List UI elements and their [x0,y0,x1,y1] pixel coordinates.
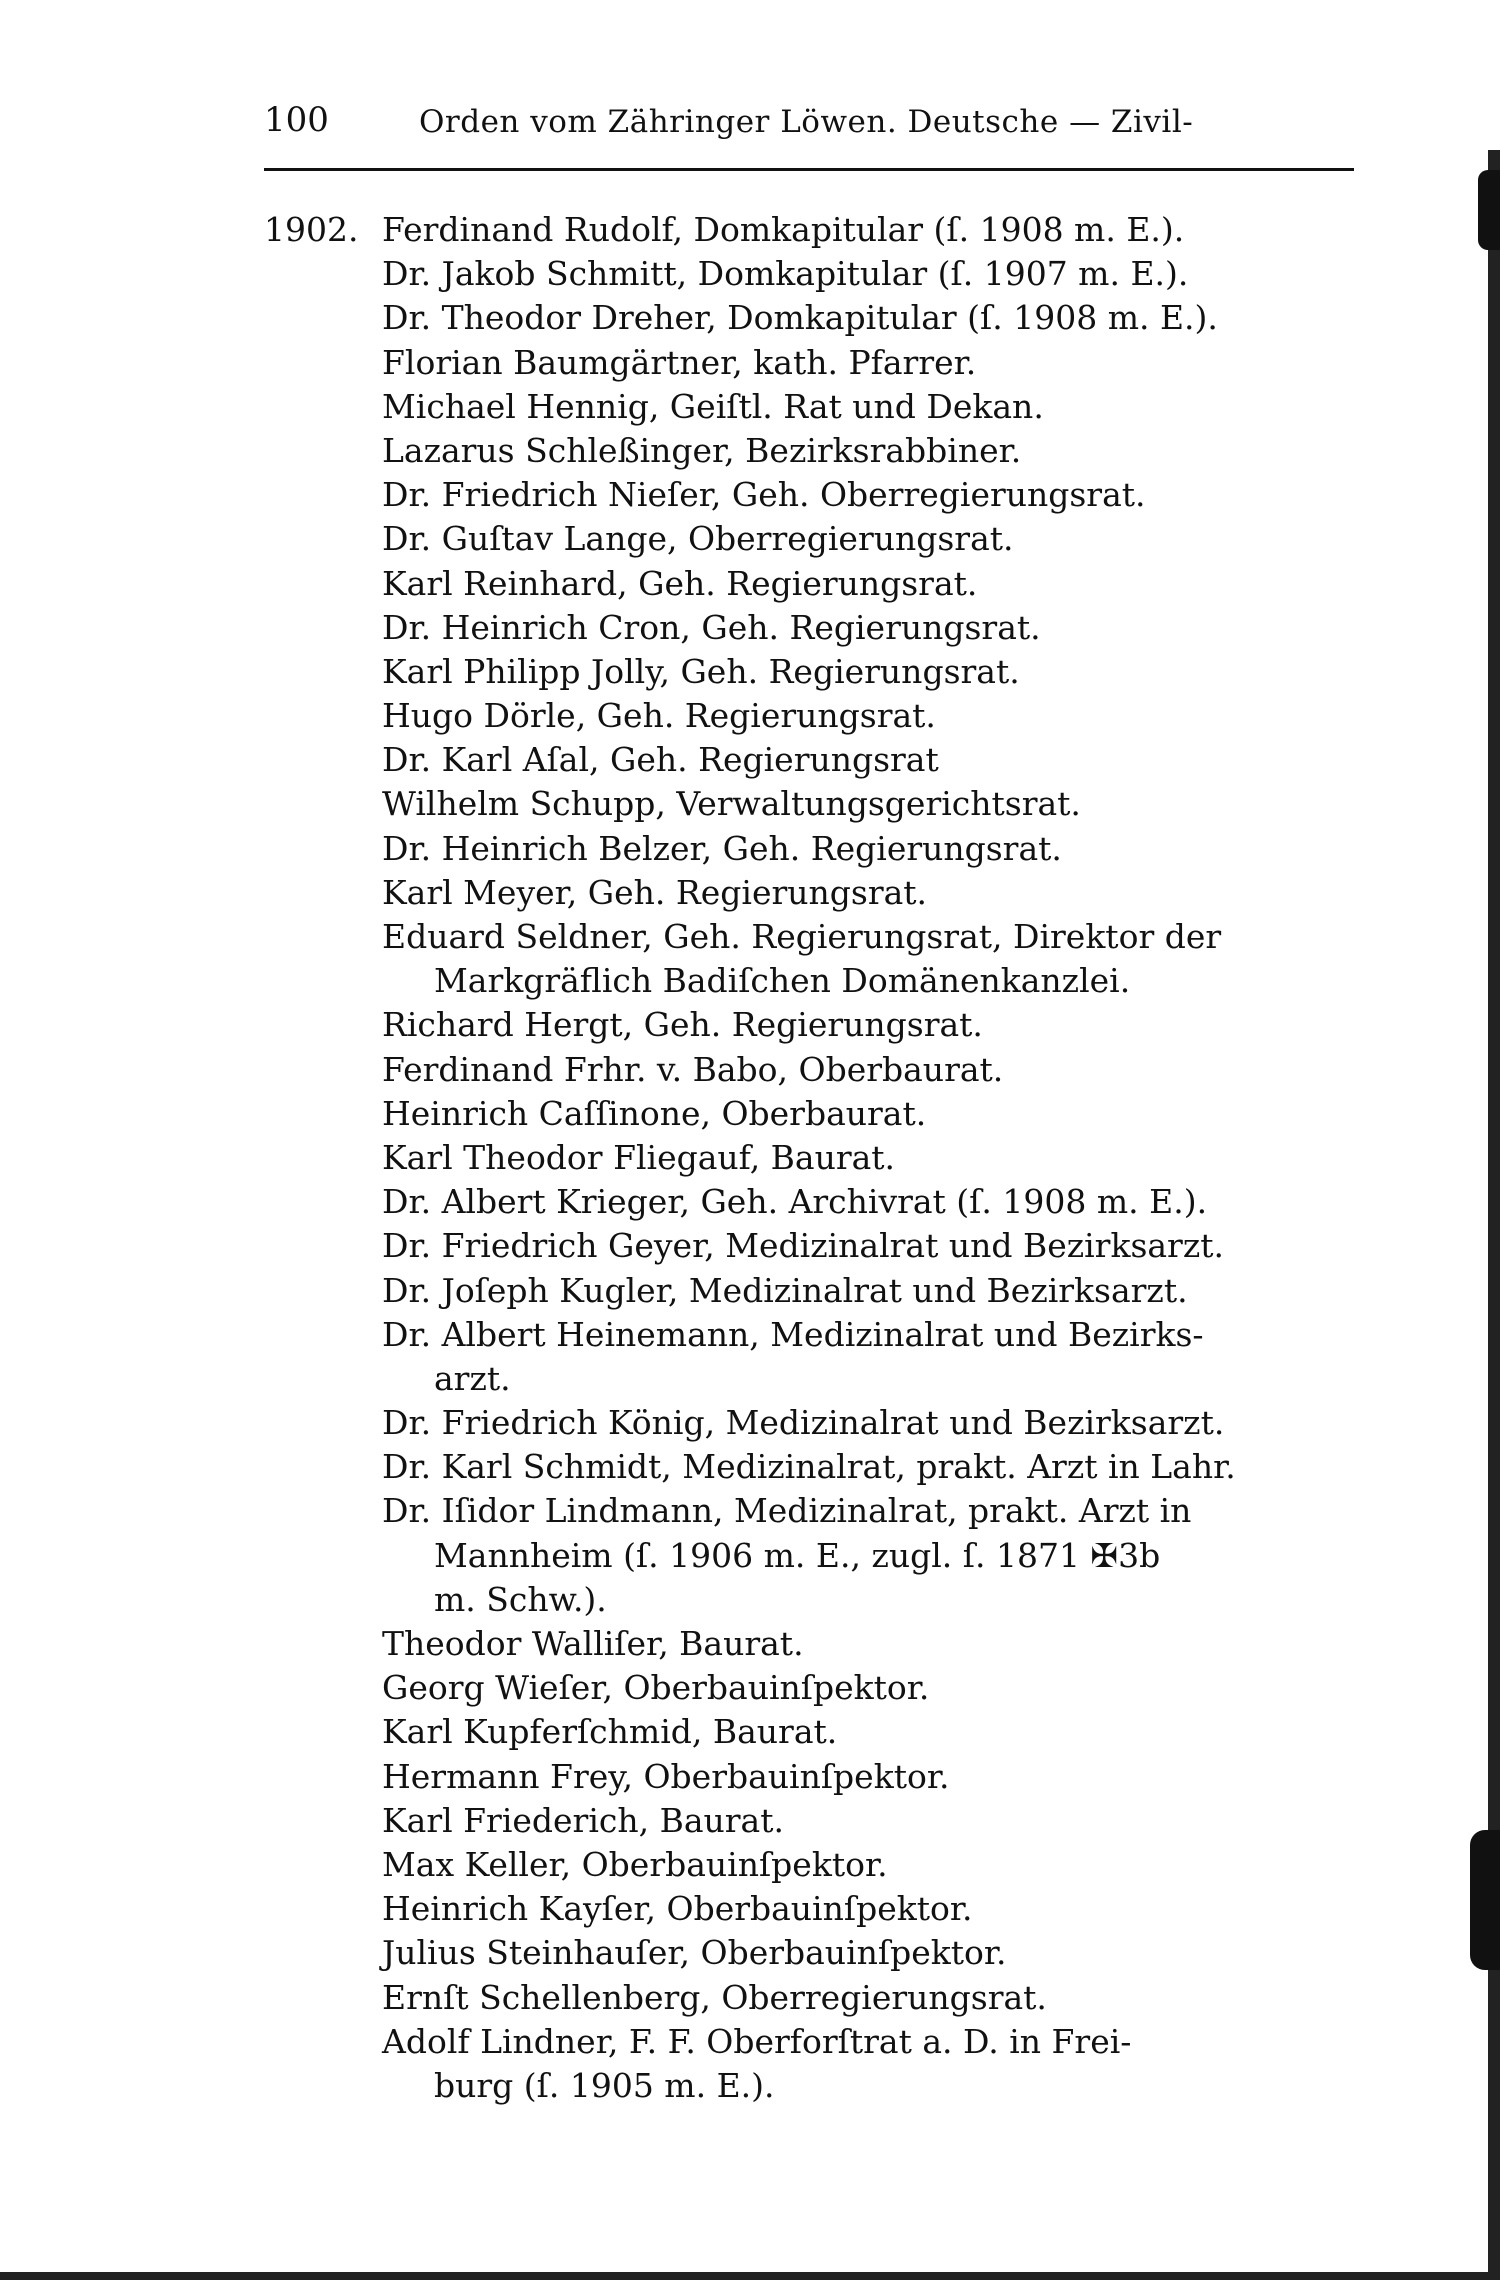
list-item [264,1710,1354,1754]
entry-text: burg (ſ. 1905 m. E.). [434,2065,775,2105]
entry-text: Dr. Karl Aſal, Geh. Regierungsrat [382,740,939,780]
entry-text: Ferdinand Rudolf, Domkapitular (ſ. 1908 m. E.). [382,210,1185,249]
list-item [264,1180,1354,1224]
entry-text: Dr. Guſtav Lange, Oberregierungsrat. [382,519,1014,559]
year-label: 1902. [264,210,359,249]
entry-text: Dr. Friedrich Geyer, Medizinalrat und Bezirksarzt. [382,1226,1224,1266]
list-item [264,1976,1354,2020]
header-rule [264,168,1354,171]
list-item [264,1799,1354,1843]
list-item [264,341,1354,385]
list-item [264,871,1354,915]
list-item [264,252,1354,296]
list-item [264,1048,1354,1092]
entry-text: Dr. Joſeph Kugler, Medizinalrat und Bezirksarzt. [382,1270,1188,1310]
entry-text: Dr. Albert Heinemann, Medizinalrat und Bezirks- [382,1314,1204,1354]
entry-text: Lazarus Schleßinger, Bezirksrabbiner. [382,430,1022,470]
entry-text: Eduard Seldner, Geh. Regierungsrat, Direktor der [382,917,1222,956]
list-item [264,827,1354,871]
entry-text: Karl Philipp Jolly, Geh. Regierungsrat. [382,651,1020,691]
running-title: Orden vom Zähringer Löwen. Deutsche — Zivil- [419,104,1194,140]
scan-blot [1478,170,1500,250]
entry-text: Dr. Theodor Dreher, Domkapitular (ſ. 1908 m. E.). [382,298,1218,338]
entry-text: Max Keller, Oberbauinſpektor. [382,1844,888,1884]
list-item [264,1666,1354,1710]
list-item-continuation [264,1578,1354,1622]
scan-blot [1470,1830,1500,1970]
list-item-continuation [264,2064,1354,2108]
list-item [264,915,1354,959]
entry-text: Karl Kupferſchmid, Baurat. [382,1712,838,1752]
entry-text: arzt. [434,1358,511,1398]
list-item [264,385,1354,429]
list-item [264,1887,1354,1931]
list-item [264,429,1354,473]
entry-text: Ferdinand Frhr. v. Babo, Oberbaurat. [382,1049,1004,1089]
entry-text: Ernſt Schellenberg, Oberregierungsrat. [382,1977,1047,2017]
list-item [264,1622,1354,1666]
list-item [264,208,1354,252]
entry-text: Hugo Dörle, Geh. Regierungsrat. [382,696,936,736]
list-item [264,1931,1354,1975]
entry-text: Mannheim (ſ. 1906 m. E., zugl. ſ. 1871 ✠3b [434,1535,1161,1575]
list-item [264,1445,1354,1489]
list-item [264,296,1354,340]
list-item [264,1313,1354,1357]
list-item [264,562,1354,606]
entry-text: Karl Friederich, Baurat. [382,1800,784,1840]
list-item-continuation [264,959,1354,1003]
list-item [264,517,1354,561]
scan-edge-bottom [0,2272,1500,2280]
page-number: 100 [264,100,329,140]
entry-text: Dr. Friedrich König, Medizinalrat und Bezirksarzt. [382,1403,1225,1443]
entry-text: Georg Wieſer, Oberbauinſpektor. [382,1668,930,1708]
entry-text: Karl Meyer, Geh. Regierungsrat. [382,872,928,912]
entry-text: Adolf Lindner, F. F. Oberforſtrat a. D. in Frei- [382,2021,1132,2061]
entry-text: Karl Reinhard, Geh. Regierungsrat. [382,563,978,603]
list-item [264,1843,1354,1887]
entry-text: Karl Theodor Fliegauf, Baurat. [382,1137,896,1177]
entry-text: Theodor Walliſer, Baurat. [382,1624,804,1663]
entry-text: Richard Hergt, Geh. Regierungsrat. [382,1005,983,1045]
entry-text: Dr. Albert Krieger, Geh. Archivrat (ſ. 1908 m. E.). [382,1182,1208,1222]
list-item [264,782,1354,826]
entry-text: Dr. Heinrich Cron, Geh. Regierungsrat. [382,607,1041,647]
entry-text: Dr. Karl Schmidt, Medizinalrat, prakt. Arzt in Lahr. [382,1447,1236,1487]
list-item [264,694,1354,738]
list-item-continuation [264,1534,1354,1578]
list-item [264,606,1354,650]
list-item-continuation [264,1357,1354,1401]
entry-text: m. Schw.). [434,1579,607,1619]
entry-text: Florian Baumgärtner, kath. Pfarrer. [382,342,977,382]
entry-text: Dr. Friedrich Nieſer, Geh. Oberregierungsrat. [382,475,1146,515]
entry-text: Heinrich Caſſinone, Oberbaurat. [382,1093,927,1133]
list-item [264,1401,1354,1445]
entry-text: Markgräflich Badiſchen Domänenkanzlei. [434,961,1131,1001]
list-item [264,1489,1354,1533]
list-item [264,738,1354,782]
entry-text: Michael Hennig, Geiſtl. Rat und Dekan. [382,386,1044,426]
list-item [264,1224,1354,1268]
entry-text: Dr. Iſidor Lindmann, Medizinalrat, prakt. Arzt in [382,1491,1192,1531]
list-item [264,1003,1354,1047]
entry-text: Hermann Frey, Oberbauinſpektor. [382,1756,950,1796]
entry-text: Wilhelm Schupp, Verwaltungsgerichtsrat. [382,784,1081,824]
list-of-recipients [264,208,1354,2108]
entry-text: Dr. Jakob Schmitt, Domkapitular (ſ. 1907 m. E.). [382,254,1189,294]
list-item [264,650,1354,694]
list-item [264,1136,1354,1180]
list-item [264,1092,1354,1136]
entry-text: Julius Steinhauſer, Oberbauinſpektor. [382,1933,1007,1973]
list-item [264,473,1354,517]
list-item [264,2020,1354,2064]
list-item [264,1269,1354,1313]
entry-text: Dr. Heinrich Belzer, Geh. Regierungsrat. [382,828,1062,868]
list-item [264,1755,1354,1799]
entry-text: Heinrich Kayſer, Oberbauinſpektor. [382,1889,973,1929]
